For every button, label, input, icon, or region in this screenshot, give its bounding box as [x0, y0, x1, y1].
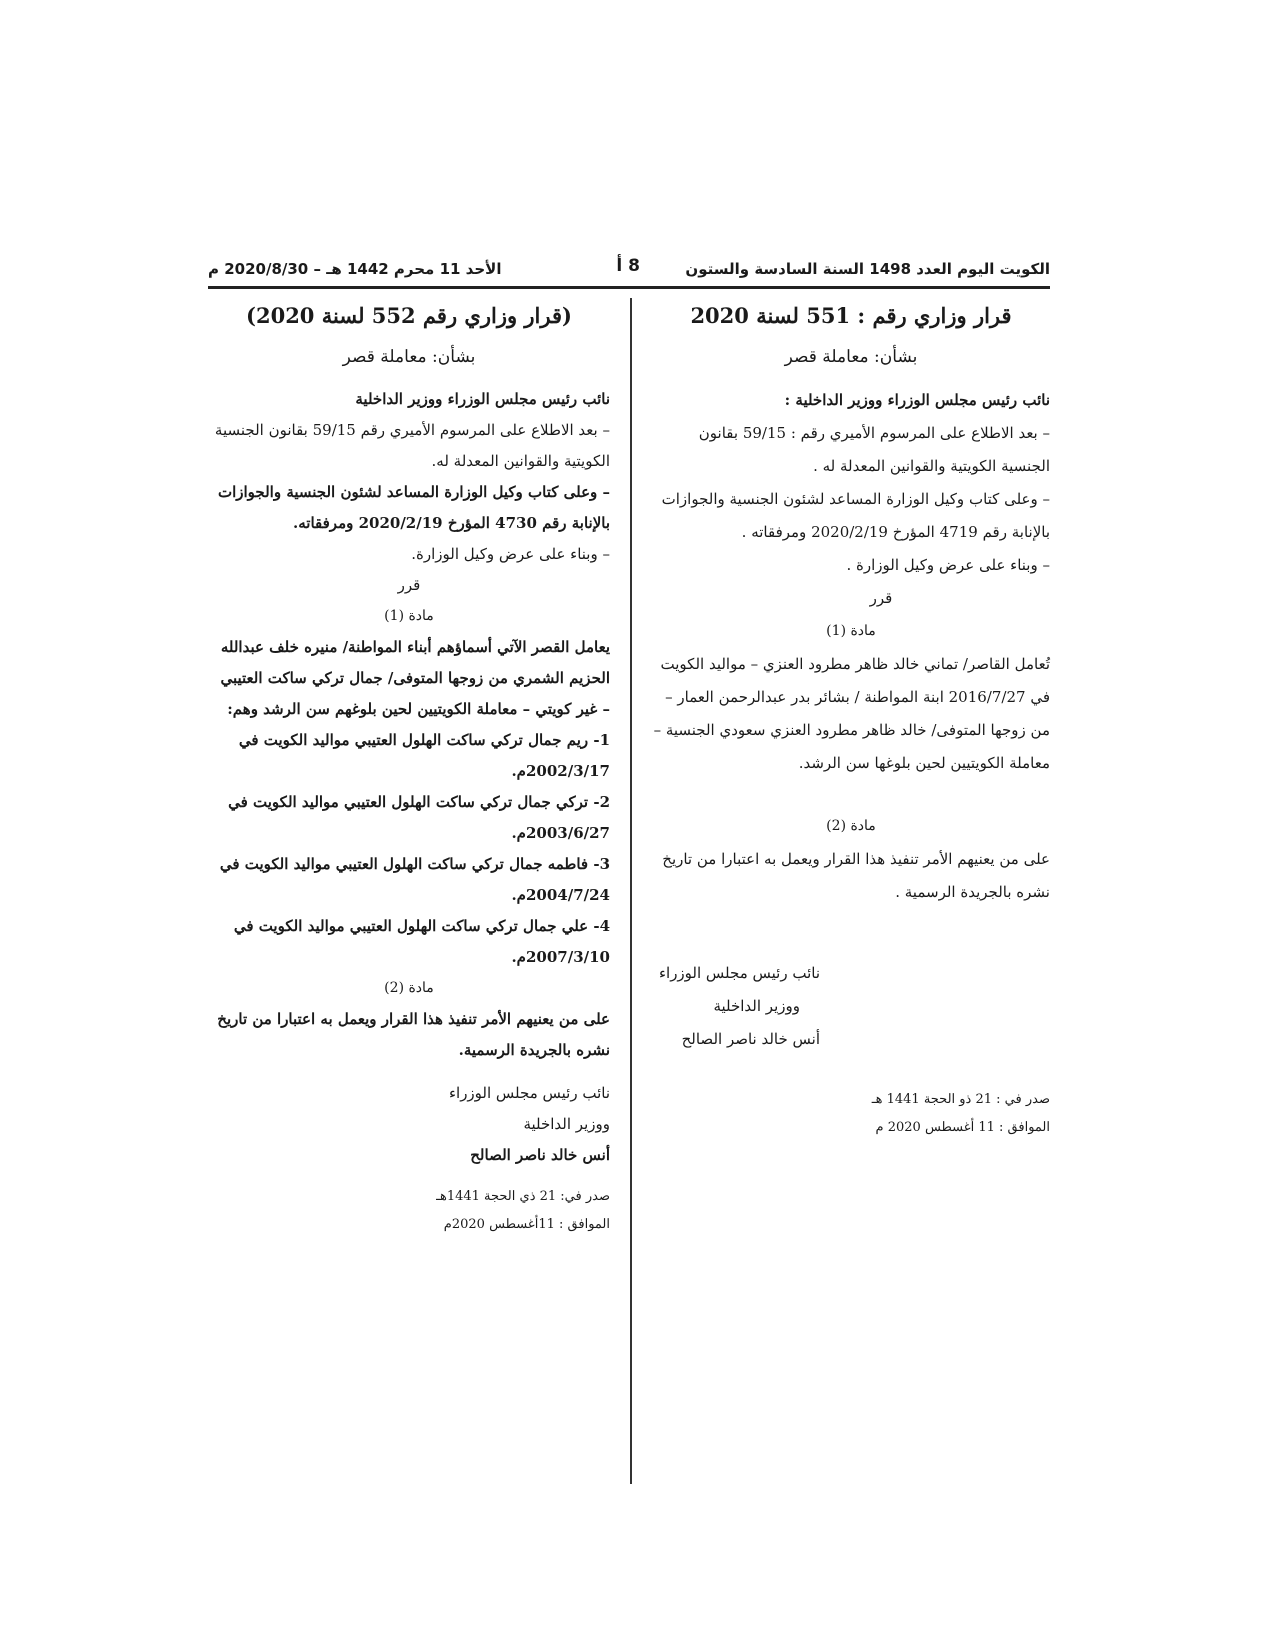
page-number: 8 أ — [616, 256, 640, 276]
decree-552-minor-1: 1- ريم جمال تركي ساكت الهلول العتيبي مواليد الكويت في 2002/3/17م. — [238, 731, 610, 780]
decree-552-article-2-label: مادة (2) — [384, 980, 434, 996]
decree-552-issuer: نائب رئيس مجلس الوزراء ووزير الداخلية — [355, 390, 610, 408]
decree-551-signature-title-2: ووزير الداخلية — [713, 997, 800, 1015]
decree-551-subject: بشأن: معاملة قصر — [784, 347, 918, 367]
decree-552-article-1-label: مادة (1) — [384, 608, 434, 624]
decree-551-column — [652, 298, 1050, 1142]
decree-552-minor-3: 3- فاطمه جمال تركي ساكت الهلول العتيبي مواليد الكويت في 2004/7/24م. — [219, 855, 610, 904]
decree-552-column — [208, 298, 610, 1239]
decree-551-recital-2: – وعلى كتاب وكيل الوزارة المساعد لشئون الجنسية والجوازات بالإنابة رقم 4719 المؤرخ 2020/2/19 ومرفقاته . — [661, 490, 1050, 541]
decree-552-signature-title-2: ووزير الداخلية — [523, 1115, 610, 1133]
decree-552-minor-2: 2- تركي جمال تركي ساكت الهلول العتيبي مواليد الكويت في 2003/6/27م. — [228, 793, 610, 842]
decree-551-signature-title-1: نائب رئيس مجلس الوزراء — [658, 964, 820, 982]
decree-552-minor-4: 4- علي جمال تركي ساكت الهلول العتيبي مواليد الكويت في 2007/3/10م. — [233, 917, 610, 966]
decree-552-decided: قرر — [397, 576, 421, 594]
column-divider — [630, 298, 632, 1484]
decree-551-recital-3: – وبناء على عرض وكيل الوزارة . — [846, 556, 1050, 574]
decree-551-article-1-label: مادة (1) — [826, 623, 876, 639]
decree-552-recital-3: – وبناء على عرض وكيل الوزارة. — [411, 545, 610, 563]
decree-551-gregorian-date: الموافق : 11 أغسطس 2020 م — [875, 1120, 1050, 1135]
decree-551-issuer: نائب رئيس مجلس الوزراء ووزير الداخلية : — [784, 391, 1050, 409]
decree-552-article-2-text: على من يعنيهم الأمر تنفيذ هذا القرار ويعمل به اعتبارا من تاريخ نشره بالجريدة الرسمية. — [217, 1010, 610, 1059]
gazette-issue-info: الكويت اليوم العدد 1498 السنة السادسة والستون — [685, 260, 1050, 278]
decree-552-title: (قرار وزاري رقم 552 لسنة 2020) — [246, 303, 572, 328]
decree-551-article-1-text: تُعامل القاصر/ تماني خالد ظاهر مطرود العنزي – مواليد الكويت في 2016/7/27 ابنة المواطنة / بشائر بدر عبدالرحمن العمار – من زوجها المتوفى/ خالد ظاهر مطرود العنزي سعودي الجنسية – معاملة الكويتيين لحين بلوغها سن الرشد. — [653, 655, 1050, 772]
decree-551-article-2-label: مادة (2) — [826, 818, 876, 834]
decree-551-issued-date: صدر في : 21 ذو الحجة 1441 هـ — [871, 1092, 1050, 1107]
decree-551-signature-name: أنس خالد ناصر الصالح — [681, 1030, 820, 1048]
decree-551-recital-1: – بعد الاطلاع على المرسوم الأميري رقم : 59/15 بقانون الجنسية الكويتية والقوانين المعدلة له . — [698, 424, 1050, 475]
decree-552-signature-title-1: نائب رئيس مجلس الوزراء — [448, 1084, 610, 1102]
decree-551-decided: قرر — [869, 589, 893, 607]
decree-552-recital-1: – بعد الاطلاع على المرسوم الأميري رقم 59/15 بقانون الجنسية الكويتية والقوانين المعدلة له. — [214, 421, 610, 470]
gazette-date: الأحد 11 محرم 1442 هـ – 2020/8/30 م — [208, 260, 502, 278]
decree-552-gregorian-date: الموافق : 11أغسطس 2020م — [443, 1217, 610, 1232]
decree-551-title: قرار وزاري رقم : 551 لسنة 2020 — [690, 303, 1012, 328]
decree-552-article-1-text: يعامل القصر الآتي أسماؤهم أبناء المواطنة/ منيره خلف عبدالله الحزيم الشمري من زوجها المتوفى/ جمال تركي ساكت العتيبي – غير كويتي – معاملة الكويتيين لحين بلوغهم سن الرشد وهم: — [220, 638, 610, 718]
decree-552-signature-name: أنس خالد ناصر الصالح — [470, 1146, 610, 1164]
decree-552-issued-date: صدر في: 21 ذي الحجة 1441هـ — [436, 1189, 610, 1204]
decree-551-article-2-text: على من يعنيهم الأمر تنفيذ هذا القرار ويعمل به اعتبارا من تاريخ نشره بالجريدة الرسمية . — [662, 850, 1050, 901]
gazette-header — [208, 256, 1050, 286]
header-rule — [208, 286, 1050, 289]
decree-552-recital-2: – وعلى كتاب وكيل الوزارة المساعد لشئون الجنسية والجوازات بالإنابة رقم 4730 المؤرخ 2020/2/19 ومرفقاته. — [217, 483, 610, 532]
decree-552-subject: بشأن: معاملة قصر — [342, 347, 476, 367]
